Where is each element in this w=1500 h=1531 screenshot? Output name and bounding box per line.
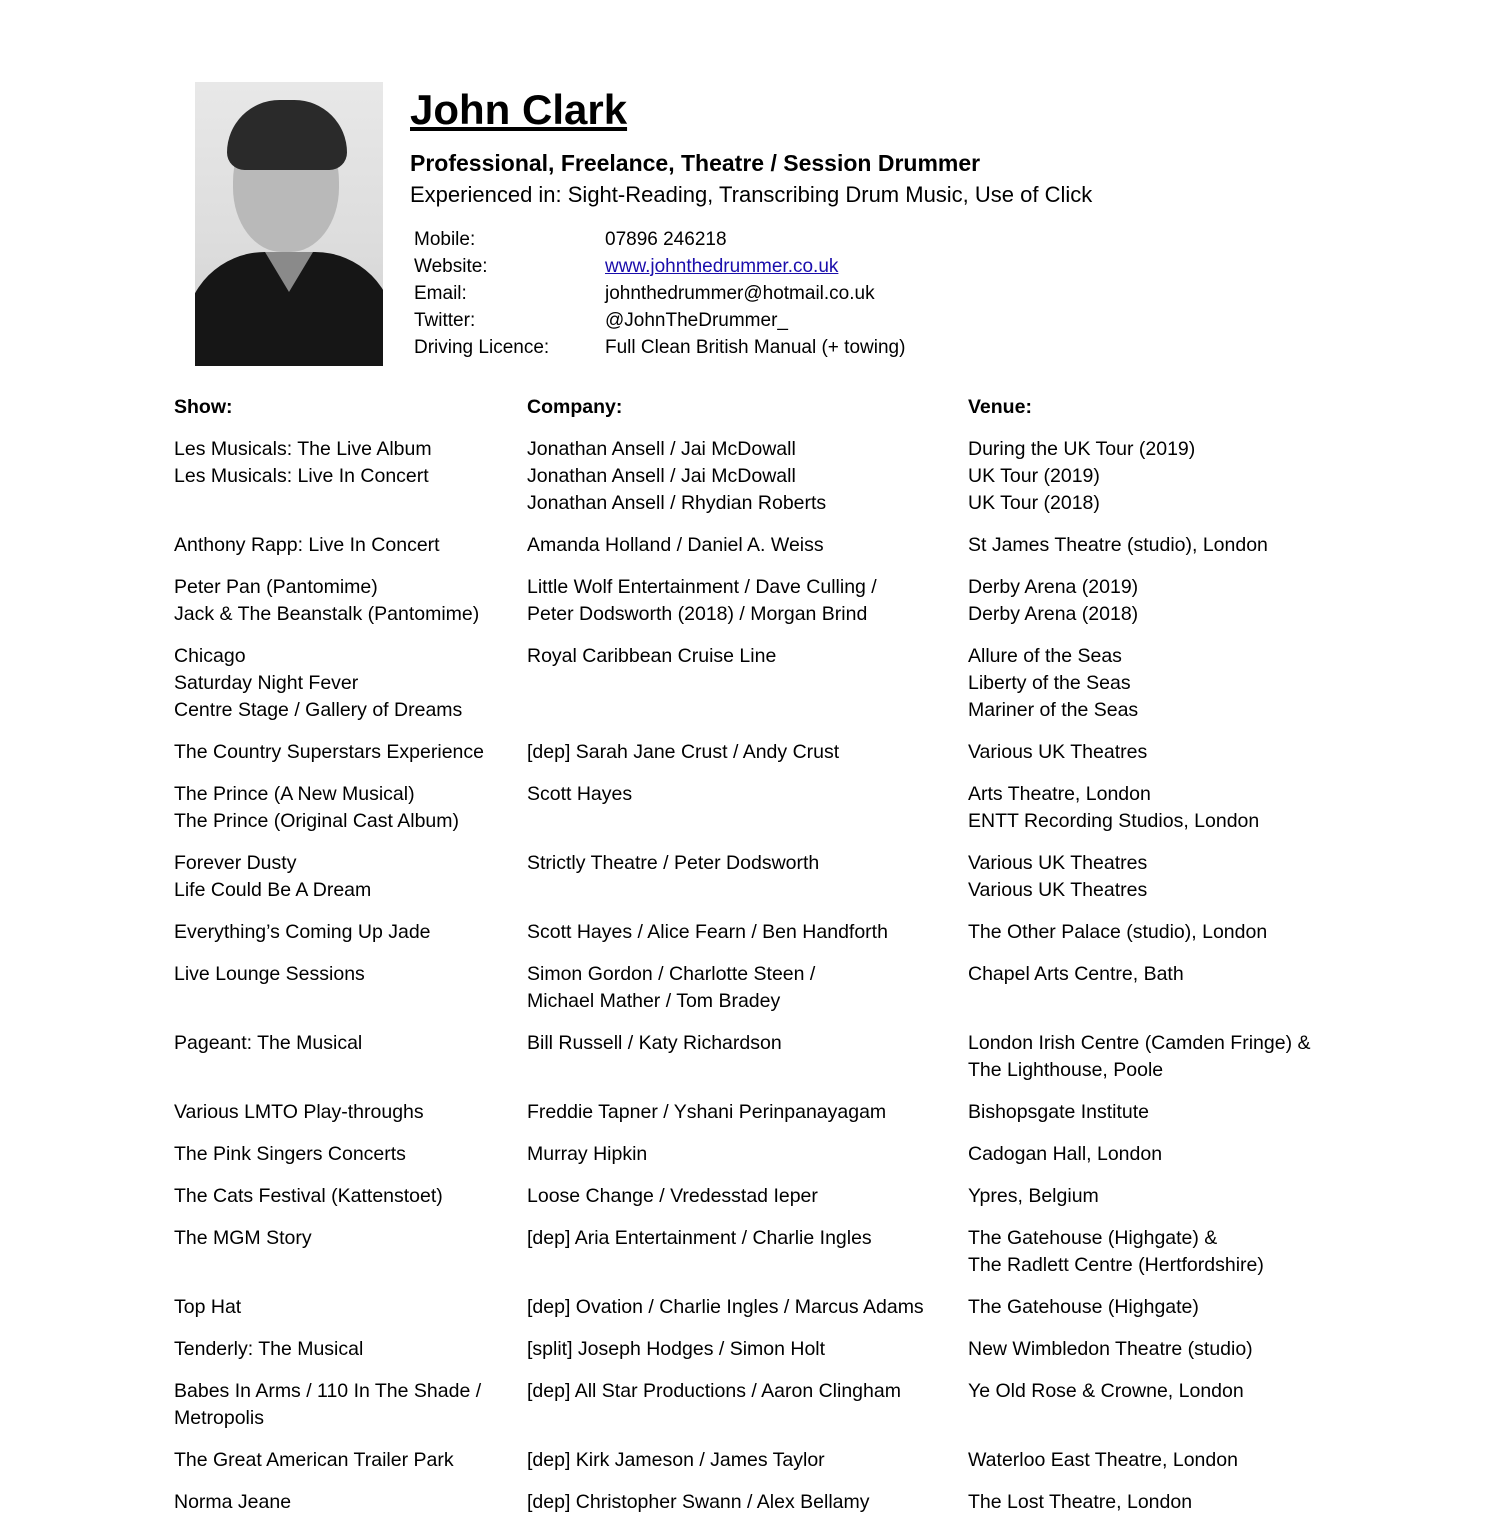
venue-line: Mariner of the Seas [968,699,1139,721]
show-cell [174,1447,527,1474]
venue-line: Ypres, Belgium [968,1185,1099,1207]
show-line: Les Musicals: The Live Album [174,438,432,460]
twitter-label: Twitter: [414,310,476,331]
show-cell [174,643,527,724]
show-line: Les Musicals: Live In Concert [174,465,429,487]
venue-line: Various UK Theatres [968,852,1148,874]
show-line: Norma Jeane [174,1491,292,1513]
show-cell [174,1141,527,1168]
venue-cell [968,1294,1368,1321]
venue-line: Chapel Arts Centre, Bath [968,963,1184,985]
credit-rows [174,436,1374,1516]
show-cell [174,781,527,835]
venue-cell [968,850,1368,904]
company-line: Jonathan Ansell / Rhydian Roberts [527,492,827,514]
venue-line: London Irish Centre (Camden Fringe) & [968,1032,1311,1054]
venue-cell [968,436,1368,517]
company-line: Strictly Theatre / Peter Dodsworth [527,852,820,874]
company-line: Michael Mather / Tom Bradey [527,990,781,1012]
company-cell [527,850,968,904]
venue-line: ENTT Recording Studios, London [968,810,1260,832]
show-column-header: Show: [174,396,233,418]
venue-cell [968,739,1368,766]
show-line: Various LMTO Play-throughs [174,1101,424,1123]
credit-row [174,574,1374,628]
company-cell [527,643,968,724]
venue-line: Various UK Theatres [968,879,1148,901]
venue-line: The Other Palace (studio), London [968,921,1268,943]
venue-cell [968,919,1368,946]
licence-label: Driving Licence: [414,337,550,358]
company-line: Little Wolf Entertainment / Dave Culling / [527,576,877,598]
company-line: Loose Change / Vredesstad Ieper [527,1185,818,1207]
show-cell [174,436,527,517]
company-column-header: Company: [527,396,623,418]
company-cell [527,1378,968,1432]
venue-line: Arts Theatre, London [968,783,1151,805]
show-cell [174,1489,527,1516]
show-line: The Prince (Original Cast Album) [174,810,460,832]
company-line: [split] Joseph Hodges / Simon Holt [527,1338,826,1360]
venue-line: Derby Arena (2018) [968,603,1139,625]
company-cell [527,1336,968,1363]
company-cell [527,1294,968,1321]
show-line: Life Could Be A Dream [174,879,372,901]
show-line: Live Lounge Sessions [174,963,365,985]
company-cell [527,961,968,1015]
show-line: Anthony Rapp: Live In Concert [174,534,440,556]
credit-row [174,643,1374,724]
profile-photo [195,82,383,366]
show-line: Jack & The Beanstalk (Pantomime) [174,603,480,625]
credit-row [174,1030,1374,1084]
venue-cell [968,1489,1368,1516]
show-cell [174,1294,527,1321]
show-line: The MGM Story [174,1227,312,1249]
credit-row [174,850,1374,904]
venue-line: The Lighthouse, Poole [968,1059,1164,1081]
show-line: Tenderly: The Musical [174,1338,364,1360]
venue-line: Various UK Theatres [968,741,1148,763]
company-cell [527,436,968,517]
show-line: Babes In Arms / 110 In The Shade / [174,1380,482,1402]
show-line: Chicago [174,645,246,667]
credits-table [174,394,1374,1531]
twitter-value: @JohnTheDrummer_ [605,310,788,331]
venue-cell [968,1225,1368,1279]
company-line: Jonathan Ansell / Jai McDowall [527,465,796,487]
venue-cell [968,574,1368,628]
company-line: [dep] Sarah Jane Crust / Andy Crust [527,741,840,763]
venue-column-header: Venue: [968,396,1032,418]
company-cell [527,574,968,628]
venue-cell [968,1447,1368,1474]
contact-details [414,226,905,361]
company-line: Murray Hipkin [527,1143,648,1165]
show-line: Forever Dusty [174,852,297,874]
venue-line: Bishopsgate Institute [968,1101,1150,1123]
venue-line: The Lost Theatre, London [968,1491,1193,1513]
show-line: Centre Stage / Gallery of Dreams [174,699,463,721]
company-line: Simon Gordon / Charlotte Steen / [527,963,816,985]
job-title: Professional, Freelance, Theatre / Session Drummer [410,150,981,176]
show-line: The Country Superstars Experience [174,741,484,763]
show-line: The Cats Festival (Kattenstoet) [174,1185,443,1207]
mobile-value: 07896 246218 [605,229,727,250]
venue-cell [968,1183,1368,1210]
company-line: [dep] All Star Productions / Aaron Clingham [527,1380,901,1402]
company-line: Royal Caribbean Cruise Line [527,645,777,667]
mobile-label: Mobile: [414,229,476,250]
show-cell [174,1183,527,1210]
company-cell [527,1099,968,1126]
contact-row-twitter [414,307,905,334]
company-cell [527,1141,968,1168]
show-cell [174,919,527,946]
venue-line: The Gatehouse (Highgate) [968,1296,1199,1318]
venue-line: Cadogan Hall, London [968,1143,1163,1165]
company-line: [dep] Aria Entertainment / Charlie Ingles [527,1227,872,1249]
company-line: Jonathan Ansell / Jai McDowall [527,438,796,460]
show-line: Everything’s Coming Up Jade [174,921,431,943]
show-line: Metropolis [174,1407,264,1429]
venue-cell [968,532,1368,559]
credit-row [174,1225,1374,1279]
credit-row [174,1447,1374,1474]
company-line: [dep] Ovation / Charlie Ingles / Marcus Adams [527,1296,924,1318]
contact-row-website [414,253,905,280]
venue-cell [968,1099,1368,1126]
venue-cell [968,1336,1368,1363]
venue-cell [968,781,1368,835]
company-cell [527,1030,968,1084]
credit-row [174,1378,1374,1432]
venue-line: UK Tour (2018) [968,492,1100,514]
licence-value: Full Clean British Manual (+ towing) [605,337,906,358]
company-cell [527,532,968,559]
contact-row-licence [414,334,905,361]
company-line: [dep] Kirk Jameson / James Taylor [527,1449,825,1471]
company-line: Scott Hayes / Alice Fearn / Ben Handforth [527,921,888,943]
company-line: Scott Hayes [527,783,633,805]
venue-line: Ye Old Rose & Crowne, London [968,1380,1244,1402]
company-cell [527,781,968,835]
venue-line: During the UK Tour (2019) [968,438,1196,460]
show-line: Saturday Night Fever [174,672,359,694]
show-cell [174,574,527,628]
email-value: johnthedrummer@hotmail.co.uk [605,283,875,304]
company-line: Peter Dodsworth (2018) / Morgan Brind [527,603,868,625]
credit-row [174,919,1374,946]
venue-cell [968,643,1368,724]
credit-row [174,1336,1374,1363]
company-line: [dep] Christopher Swann / Alex Bellamy [527,1491,870,1513]
credit-row [174,781,1374,835]
show-line: Peter Pan (Pantomime) [174,576,378,598]
credit-row [174,739,1374,766]
website-link[interactable]: www.johnthedrummer.co.uk [605,256,839,277]
experience-summary: Experienced in: Sight-Reading, Transcribing Drum Music, Use of Click [410,182,1093,207]
show-line: Top Hat [174,1296,242,1318]
email-label: Email: [414,283,467,304]
show-cell [174,532,527,559]
show-cell [174,961,527,1015]
credit-row [174,1489,1374,1516]
person-name: John Clark [410,86,628,133]
venue-cell [968,1141,1368,1168]
venue-line: Allure of the Seas [968,645,1122,667]
show-cell [174,1099,527,1126]
credit-row [174,1099,1374,1126]
credit-row [174,532,1374,559]
venue-line: UK Tour (2019) [968,465,1100,487]
show-cell [174,1336,527,1363]
contact-row-mobile [414,226,905,253]
company-cell [527,1447,968,1474]
venue-cell [968,1030,1368,1084]
show-cell [174,739,527,766]
credit-row [174,1294,1374,1321]
venue-line: St James Theatre (studio), London [968,534,1268,556]
show-cell [174,1030,527,1084]
credit-row [174,961,1374,1015]
company-cell [527,1225,968,1279]
venue-line: Waterloo East Theatre, London [968,1449,1238,1471]
credit-row [174,1141,1374,1168]
venue-cell [968,1378,1368,1432]
credits-header-row [174,394,1374,421]
credit-row [174,436,1374,517]
show-cell [174,850,527,904]
website-label: Website: [414,256,488,277]
company-cell [527,1183,968,1210]
show-line: The Prince (A New Musical) [174,783,415,805]
company-cell [527,1489,968,1516]
venue-line: The Radlett Centre (Hertfordshire) [968,1254,1264,1276]
show-line: The Pink Singers Concerts [174,1143,406,1165]
company-line: Amanda Holland / Daniel A. Weiss [527,534,824,556]
venue-line: Derby Arena (2019) [968,576,1139,598]
company-cell [527,919,968,946]
company-cell [527,739,968,766]
venue-line: New Wimbledon Theatre (studio) [968,1338,1253,1360]
company-line: Freddie Tapner / Yshani Perinpanayagam [527,1101,887,1123]
show-cell [174,1225,527,1279]
show-line: The Great American Trailer Park [174,1449,454,1471]
show-line: Pageant: The Musical [174,1032,363,1054]
credit-row [174,1183,1374,1210]
venue-cell [968,961,1368,1015]
company-line: Bill Russell / Katy Richardson [527,1032,782,1054]
show-cell [174,1378,527,1432]
venue-line: The Gatehouse (Highgate) & [968,1227,1218,1249]
contact-row-email [414,280,905,307]
venue-line: Liberty of the Seas [968,672,1131,694]
